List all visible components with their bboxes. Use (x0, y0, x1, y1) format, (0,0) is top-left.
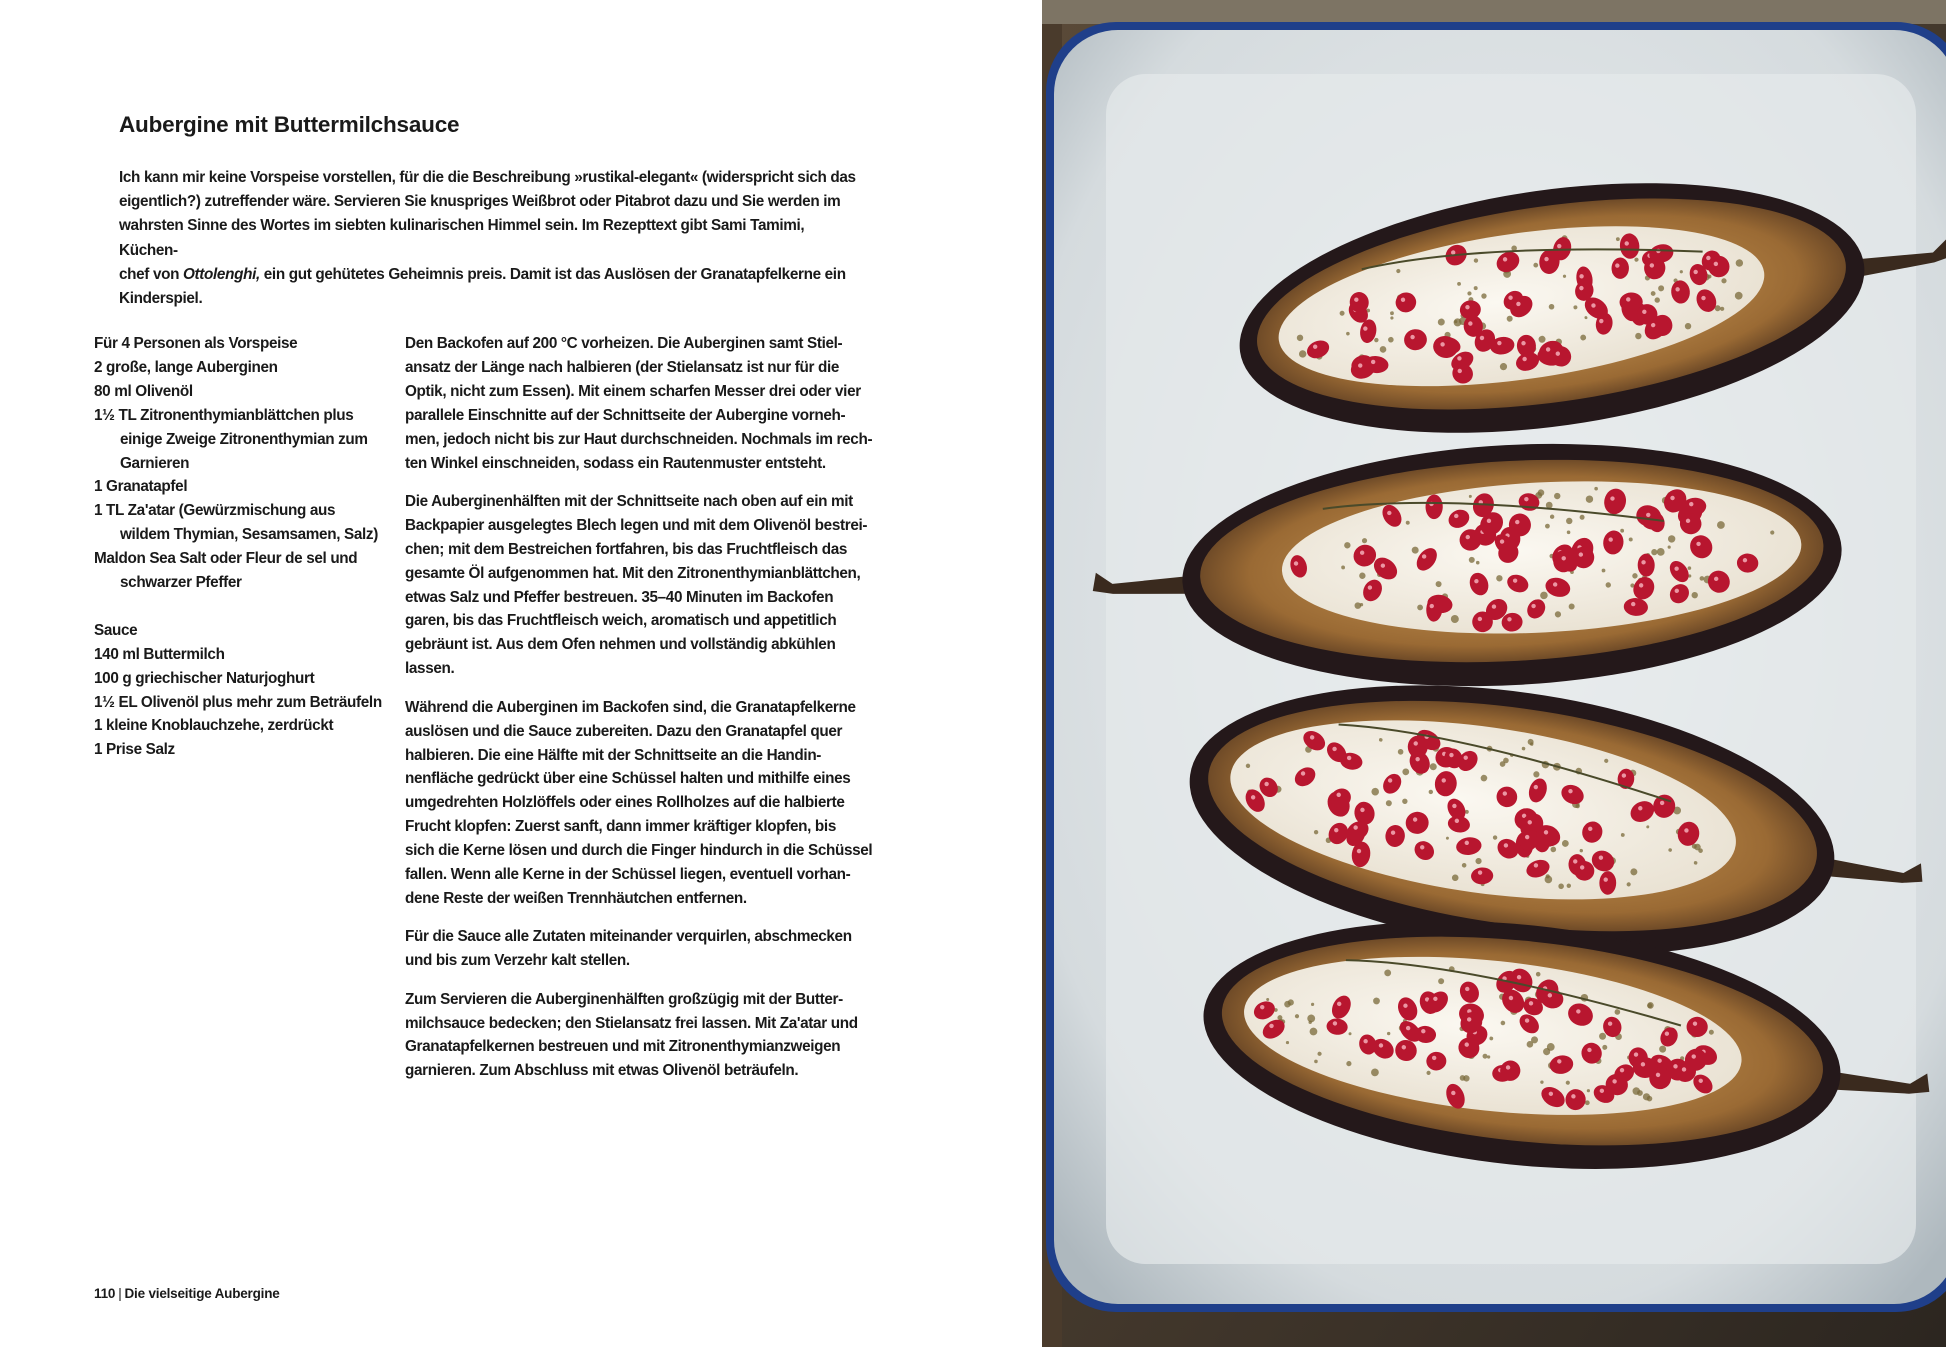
intro-line: Ich kann mir keine Vorspeise vorstellen, für die die Beschreibung »rustikal-elegant« (widerspricht sich das (119, 169, 856, 186)
ingredient-line: 1½ TL Zitronenthymianblättchen plus (94, 406, 354, 424)
method-line: milchsauce bedecken; den Stielansatz frei lassen. Mit Za'atar und (405, 1014, 858, 1032)
ingredient-line: wildem Thymian, Sesamsamen, Salz) (120, 526, 378, 544)
method-line: Backpapier ausgelegtes Blech legen und mit dem Olivenöl bestrei- (405, 516, 868, 534)
method-line: etwas Salz und Pfeffer bestreuen. 35–40 Minuten im Backofen (405, 588, 834, 606)
aubergine-photo-image (1042, 0, 1946, 1347)
method-line: Den Backofen auf 200 °C vorheizen. Die Auberginen samt Stiel- (405, 335, 843, 352)
recipe-title: Aubergine mit Buttermilchsauce (119, 112, 460, 137)
intro-line (119, 263, 859, 287)
method-line: garen, bis das Fruchtfleisch weich, aromatisch und appetitlich (405, 612, 837, 630)
method-line: Granatapfelkernen bestreuen und mit Zitronenthymianzweigen (405, 1038, 841, 1056)
method-line: Während die Auberginen im Backofen sind, die Granatapfelkerne (405, 698, 856, 716)
method-line: sich die Kerne lösen und durch die Finger hindurch in die Schüssel (405, 842, 873, 860)
sauce-heading: Sauce (94, 621, 138, 639)
ingredient-line: Für 4 Personen als Vorspeise (94, 335, 298, 352)
folio-separator: | (118, 1286, 122, 1301)
ingredient-line: Garnieren (120, 454, 190, 472)
page-number: 110 (94, 1286, 116, 1301)
method-line: chen; mit dem Bestreichen fortfahren, bis das Fruchtfleisch das (405, 540, 848, 558)
recipe-intro (119, 166, 859, 311)
method-line: men, jedoch nicht bis zur Haut durchschneiden. Nochmals im rech- (405, 430, 873, 448)
intro-line: wahrsten Sinne des Wortes im siebten kulinarischen Himmel sein. Im Rezepttext gibt Sami Tamimi, Küchen- (119, 217, 805, 259)
method-line: fallen. Wenn alle Kerne in der Schüssel liegen, eventuell vorhan- (405, 866, 851, 884)
method-paragraph (405, 696, 873, 911)
sauce-ingredient-line: 140 ml Buttermilch (94, 645, 225, 663)
ingredient-line: 1 Granatapfel (94, 478, 188, 496)
method-line: halbieren. Die eine Hälfte mit der Schnittseite an die Handin- (405, 746, 822, 764)
method-line: Für die Sauce alle Zutaten miteinander verquirlen, abschmecken (405, 928, 852, 946)
method-line: gesamte Öl aufgenommen hat. Mit den Zitronenthymianblättchen, (405, 564, 861, 582)
method-line: Zum Servieren die Auberginenhälften großzügig mit der Butter- (405, 990, 843, 1008)
ingredient-line: 2 große, lange Auberginen (94, 358, 278, 376)
ingredient-line: einige Zweige Zitronenthymian zum (120, 430, 368, 448)
restaurant-name: Ottolenghi, (183, 265, 260, 283)
method-line: Die Auberginenhälften mit der Schnittseite nach oben auf ein mit (405, 492, 853, 510)
method-line: gebräunt ist. Aus dem Ofen nehmen und vollständig abkühlen (405, 636, 836, 654)
method-line: ansatz der Länge nach halbieren (der Stielansatz ist nur für die (405, 358, 840, 376)
aubergine-photo (1042, 0, 1946, 1347)
intro-line: Kinderspiel. (119, 290, 203, 308)
ingredient-line: Maldon Sea Salt oder Fleur de sel und (94, 550, 358, 568)
page-folio (94, 1286, 280, 1301)
intro-text: ein gut gehütetes Geheimnis preis. Damit ist das Auslösen der Granatapfelkerne ein (259, 265, 846, 283)
ingredient-line: 1 TL Za'atar (Gewürzmischung aus (94, 502, 336, 520)
method-line: nenfläche gedrückt über eine Schüssel halten und mithilfe eines (405, 770, 851, 788)
method-line: ten Winkel einschneiden, sodass ein Rautenmuster entsteht. (405, 454, 826, 472)
method-paragraph (405, 332, 873, 475)
ingredient-line: schwarzer Pfeffer (120, 574, 242, 592)
method-paragraph (405, 490, 868, 681)
method-line: parallele Einschnitte auf der Schnittseite der Aubergine vorneh- (405, 406, 846, 424)
method-line: und bis zum Verzehr kalt stellen. (405, 952, 630, 970)
intro-line: eigentlich?) zutreffender wäre. Servieren Sie knuspriges Weißbrot oder Pitabrot dazu und Sie werden im (119, 193, 841, 211)
sauce-ingredient-line: 1 Prise Salz (94, 741, 175, 759)
sauce-ingredient-line: 1 kleine Knoblauchzehe, zerdrückt (94, 717, 334, 735)
sauce-ingredient-line: 100 g griechischer Naturjoghurt (94, 669, 315, 687)
table-edge (1042, 0, 1946, 24)
section-name: Die vielseitige Aubergine (124, 1286, 280, 1301)
sauce-ingredient-line: 1½ EL Olivenöl plus mehr zum Beträufeln (94, 693, 382, 711)
method-paragraph (405, 925, 865, 973)
method-line: garnieren. Zum Abschluss mit etwas Olivenöl beträufeln. (405, 1062, 799, 1080)
method-text (405, 332, 873, 1098)
method-line: Frucht klopfen: Zuerst sanft, dann immer kräftiger klopfen, bis (405, 818, 836, 836)
method-line: dene Reste der weißen Trennhäutchen entfernen. (405, 889, 747, 907)
method-line: Optik, nicht zum Essen). Mit einem scharfen Messer drei oder vier (405, 382, 861, 400)
intro-text: chef von (119, 265, 183, 283)
ingredients-list (94, 332, 394, 762)
method-line: auslösen und die Sauce zubereiten. Dazu den Granatapfel quer (405, 722, 843, 740)
method-line: umgedrehten Holzlöffels oder eines Rollholzes auf die halbierte (405, 794, 845, 812)
method-paragraph (405, 988, 865, 1084)
ingredient-line: 80 ml Olivenöl (94, 382, 193, 400)
method-line: lassen. (405, 660, 455, 678)
pomegranate-seed-body (1687, 1017, 1708, 1037)
ingredient-gap (94, 595, 394, 619)
